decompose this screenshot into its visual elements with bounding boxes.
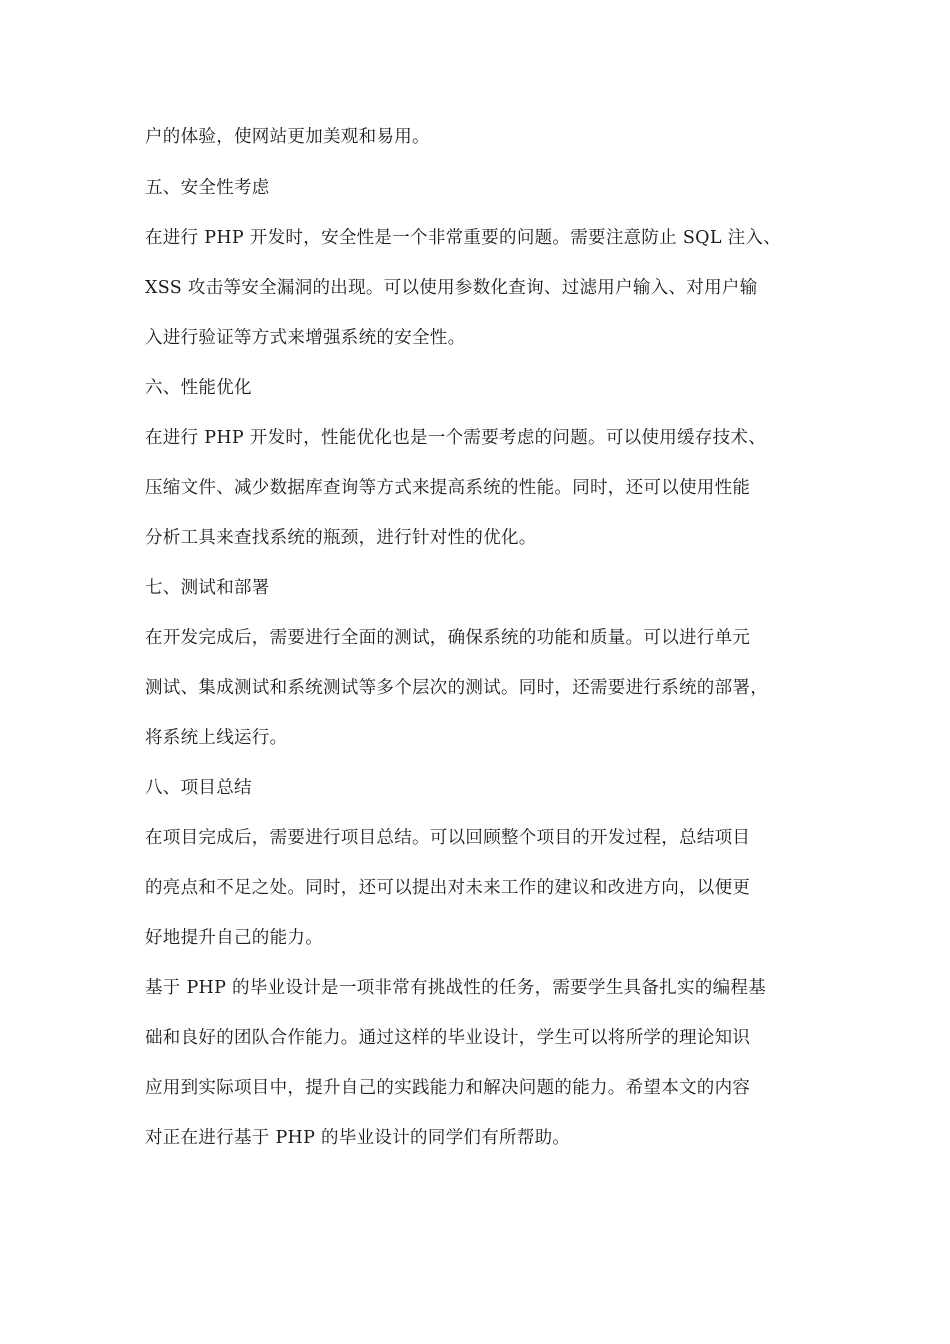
- paragraph-line: 的亮点和不足之处。同时，还可以提出对未来工作的建议和改进方向，以便更: [145, 878, 751, 898]
- section-heading-performance: 六、性能优化: [145, 378, 252, 398]
- paragraph-line: 入进行验证等方式来增强系统的安全性。: [145, 328, 466, 348]
- paragraph-line: 在项目完成后，需要进行项目总结。可以回顾整个项目的开发过程，总结项目: [145, 828, 751, 848]
- paragraph-line: 对正在进行基于 PHP 的毕业设计的同学们有所帮助。: [145, 1128, 571, 1148]
- paragraph-line: 户的体验，使网站更加美观和易用。: [145, 127, 430, 147]
- paragraph-line: 将系统上线运行。: [145, 728, 288, 748]
- section-heading-summary: 八、项目总结: [145, 778, 252, 798]
- paragraph-line: 础和良好的团队合作能力。通过这样的毕业设计，学生可以将所学的理论知识: [145, 1028, 751, 1048]
- paragraph-line: 好地提升自己的能力。: [145, 928, 323, 948]
- paragraph-line: 基于 PHP 的毕业设计是一项非常有挑战性的任务，需要学生具备扎实的编程基: [145, 978, 767, 998]
- paragraph-line: 分析工具来查找系统的瓶颈，进行针对性的优化。: [145, 528, 537, 548]
- section-heading-testing: 七、测试和部署: [145, 578, 270, 598]
- paragraph-line: 压缩文件、减少数据库查询等方式来提高系统的性能。同时，还可以使用性能: [145, 478, 751, 498]
- paragraph-line: 应用到实际项目中，提升自己的实践能力和解决问题的能力。希望本文的内容: [145, 1078, 751, 1098]
- paragraph-line: XSS 攻击等安全漏洞的出现。可以使用参数化查询、过滤用户输入、对用户输: [145, 278, 758, 298]
- paragraph-line: 测试、集成测试和系统测试等多个层次的测试。同时，还需要进行系统的部署，: [145, 678, 768, 698]
- paragraph-line: 在开发完成后，需要进行全面的测试，确保系统的功能和质量。可以进行单元: [145, 628, 751, 648]
- paragraph-line: 在进行 PHP 开发时，性能优化也是一个需要考虑的问题。可以使用缓存技术、: [145, 428, 767, 448]
- paragraph-line: 在进行 PHP 开发时，安全性是一个非常重要的问题。需要注意防止 SQL 注入、: [145, 228, 782, 248]
- section-heading-security: 五、安全性考虑: [145, 178, 270, 198]
